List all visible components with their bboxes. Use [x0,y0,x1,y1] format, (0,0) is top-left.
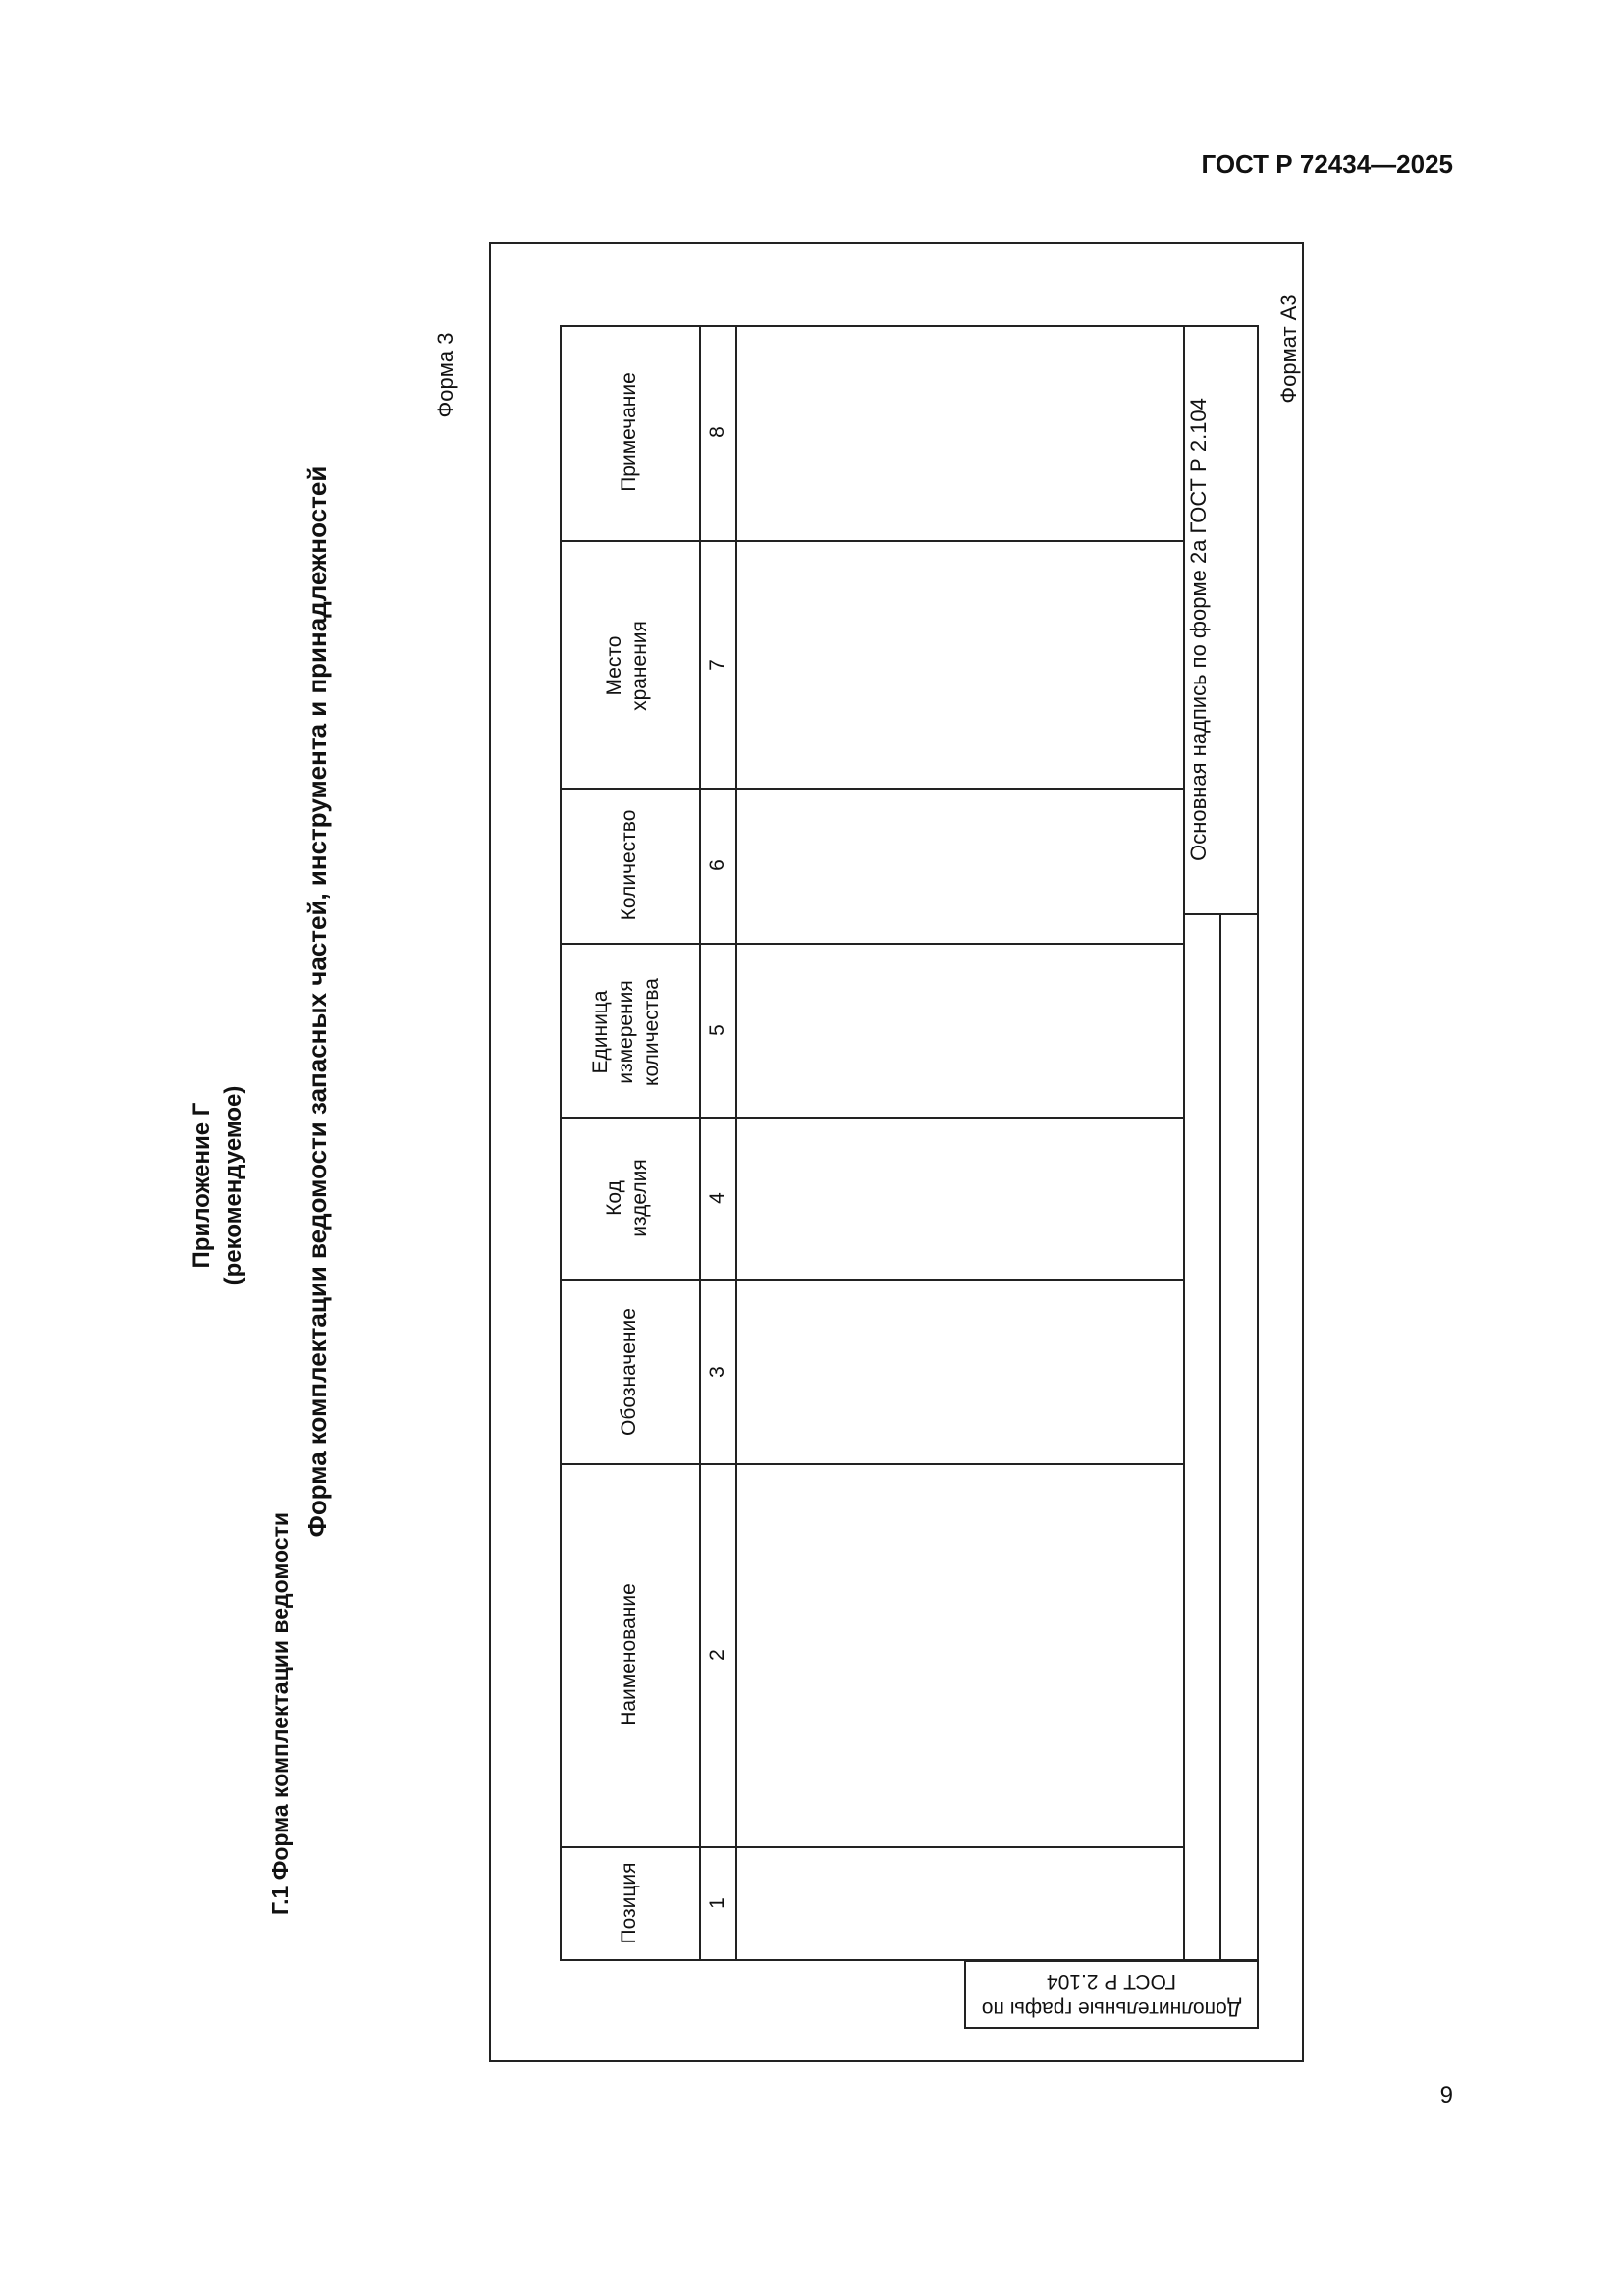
page-number: 9 [1439,2082,1453,2108]
col-sep-6-5 [560,943,1185,945]
col-number-7: 7 [706,659,729,671]
appendix-subtitle: (рекомендуемое) [220,1085,246,1285]
stamp-left-border [1183,913,1185,1961]
col-sep-3-2 [560,1463,1185,1465]
section-title: Г.1 Форма комплектации ведомости [267,1512,293,1916]
col-number-2: 2 [706,1649,729,1661]
col-number-1: 1 [706,1897,729,1909]
col-header-6: Количество [618,809,640,921]
additional-columns-text: Дополнительные графы по ГОСТ Р 2.104 [981,1970,1242,2020]
col-header-7 [602,587,657,744]
format-label: Формат А3 [1276,294,1301,404]
col-header-4-text: Код изделия [603,1159,651,1237]
main-title: Форма комплектации ведомости запасных частей, инструмента и принадлежностей [302,465,332,1538]
col-header-5 [588,954,671,1111]
stamp-outer-border [1257,325,1259,1961]
col-number-8: 8 [706,426,729,438]
col-header-3: Обозначение [618,1308,640,1436]
col-header-7-text: Место хранения [603,621,651,711]
additional-columns-box [964,1960,1259,2029]
col-sep-2-1 [560,1846,1185,1848]
col-header-8: Примечание [618,372,640,492]
col-header-2: Наименование [618,1583,640,1726]
document-code: ГОСТ Р 72434—2025 [1201,149,1453,179]
header-row-border [699,325,701,1961]
table-left-border [560,325,562,1961]
col-sep-7-6 [560,788,1185,790]
number-row-border [735,325,737,1961]
col-header-5-text: Единица измерения количества [589,978,663,1086]
appendix-title: Приложение Г [189,1102,215,1269]
col-number-5: 5 [706,1024,729,1036]
col-number-4: 4 [706,1192,729,1204]
form-label: Форма 3 [433,332,458,418]
title-block-caption: Основная надпись по форме 2а ГОСТ Р 2.104 [1186,398,1211,861]
appendix-heading [187,989,255,1382]
col-header-1: Позиция [618,1862,640,1944]
col-sep-4-3 [560,1279,1185,1281]
table-top-border [560,325,1257,327]
stamp-inner-line [1219,913,1221,1961]
col-sep-5-4 [560,1117,1185,1119]
col-sep-8-7 [560,540,1185,542]
col-header-4 [602,1129,657,1267]
col-number-3: 3 [706,1366,729,1378]
col-number-6: 6 [706,859,729,871]
